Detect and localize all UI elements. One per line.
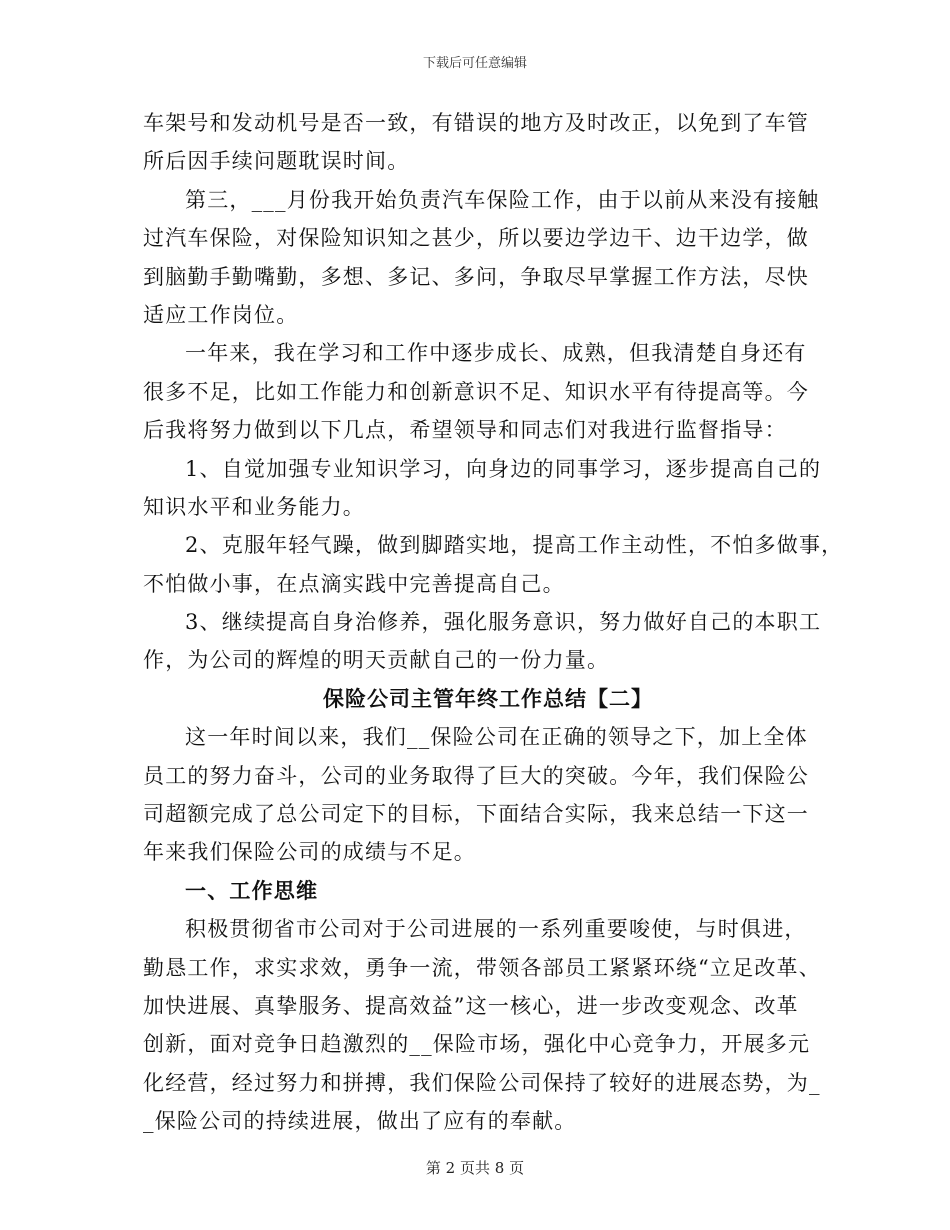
paragraph-line: 年来我们保险公司的成绩与不足。 — [143, 840, 476, 865]
section-title: 保险公司主管年终工作总结【二】 — [323, 685, 653, 711]
paragraph-line: _保险公司的持续进展，做出了应有的奉献。 — [143, 1109, 577, 1134]
paragraph-line: 车架号和发动机号是否一致，有错误的地方及时改正，以免到了车管 — [143, 111, 809, 135]
section-subheading: 一、工作思维 — [185, 877, 319, 903]
page-footer: 第 2 页共 8 页 — [425, 1159, 525, 1177]
paragraph-line: 不怕做小事，在点滴实践中完善提高自己。 — [143, 571, 565, 596]
paragraph-line: 司超额完成了总公司定下的目标，下面结合实际，我来总结一下这一 — [143, 802, 809, 827]
paragraph-line: 勤恳工作，求实求效，勇争一流，带领各部员工紧紧环绕“立足改革、 — [143, 955, 821, 980]
paragraph-line: 1、自觉加强专业知识学习，向身边的同事学习，逐步提高自己的 — [185, 456, 822, 481]
paragraph-line: 积极贯彻省市公司对于公司进展的一系列重要唆使，与时俱进， — [185, 917, 807, 942]
paragraph-line: 知识水平和业务能力。 — [143, 494, 365, 519]
paragraph-line: 过汽车保险，对保险知识知之甚少，所以要边学边干、边干边学，做 — [143, 226, 809, 251]
paragraph-line: 适应工作岗位。 — [143, 302, 299, 327]
paragraph-line: 这一年时间以来，我们__保险公司在正确的领导之下，加上全体 — [185, 725, 808, 750]
paragraph-line: 加快进展、真挚服务、提高效益”这一核心，进一步改变观念、改革 — [143, 993, 799, 1018]
paragraph-line: 第三，___月份我开始负责汽车保险工作，由于以前从来没有接触 — [185, 187, 820, 212]
paragraph-line: 后我将努力做到以下几点，希望领导和同志们对我进行监督指导： — [143, 418, 787, 443]
paragraph-line: 很多不足，比如工作能力和创新意识不足、知识水平有待提高等。今 — [143, 379, 809, 404]
paragraph-line: 3、继续提高自身治修养，强化服务意识，努力做好自己的本职工 — [185, 610, 822, 635]
paragraph-line: 作，为公司的辉煌的明天贡献自己的一份力量。 — [143, 648, 610, 673]
paragraph-line: 到脑勤手勤嘴勤，多想、多记、多问，争取尽早掌握工作方法，尽快 — [143, 264, 809, 289]
page-header: 下载后可任意编辑 — [422, 56, 527, 71]
paragraph-line: 创新，面对竞争日趋激烈的__保险市场，强化中心竞争力，开展多元 — [143, 1032, 811, 1057]
paragraph-line: 一年来，我在学习和工作中逐步成长、成熟，但我清楚自身还有 — [185, 341, 807, 366]
paragraph-line: 化经营，经过努力和拼搏，我们保险公司保持了较好的进展态势，为_ — [143, 1070, 821, 1095]
paragraph-line: 员工的努力奋斗，公司的业务取得了巨大的突破。今年，我们保险公 — [143, 763, 809, 788]
paragraph-line: 所后因手续问题耽误时间。 — [143, 149, 410, 174]
paragraph-line: 2、克服年轻气躁，做到脚踏实地，提高工作主动性，不怕多做事， — [185, 533, 844, 558]
document-body — [143, 104, 844, 1141]
